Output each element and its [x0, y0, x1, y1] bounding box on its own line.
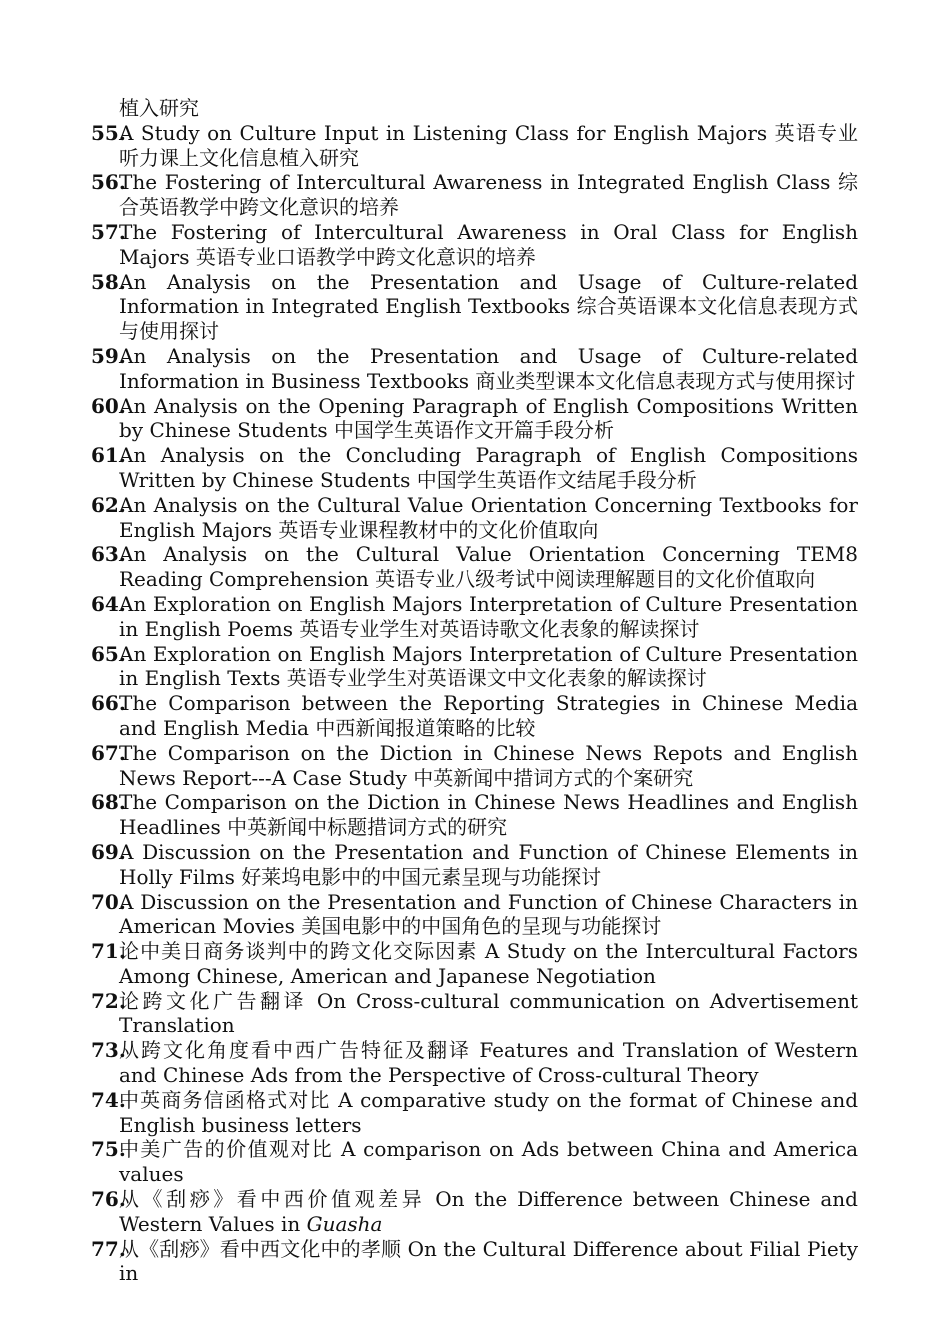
thesis-topic-list [91, 121, 858, 1286]
item-title-text: The Fostering of Intercultural Awareness in Integrated English Class 综合英语教学中跨文化意识的培养 [119, 170, 858, 220]
item-title-text: An Analysis on the Opening Paragraph of English Compositions Written by Chinese Students 中国学生英语作文开篇手段分析 [119, 393, 858, 443]
item-title [119, 170, 858, 220]
item-title [119, 344, 858, 394]
item-title-text: An Exploration on English Majors Interpretation of Culture Presentation in English Poems 英语专业学生对英语诗歌文化表象的解读探讨 [119, 591, 858, 641]
list-item [91, 790, 858, 840]
item-number: 62. [91, 492, 126, 517]
item-title-text: The Comparison on the Diction in Chinese News Repots and English News Report---A Case Study 中英新闻中措词方式的个案研究 [119, 740, 858, 790]
item-number: 68. [91, 790, 126, 815]
item-number: 70. [91, 889, 126, 914]
item-number: 69. [91, 839, 126, 864]
item-number: 77. [91, 1236, 126, 1261]
item-title-text: The Comparison on the Diction in Chinese News Headlines and English Headlines 中英新闻中标题措词方式的研究 [119, 790, 858, 840]
item-number: 63. [91, 542, 126, 567]
item-title [119, 1137, 858, 1187]
item-title [119, 1187, 858, 1237]
item-number: 73. [91, 1038, 126, 1063]
item-title-text: The Comparison between the Reporting Strategies in Chinese Media and English Media 中西新闻报道策略的比较 [119, 691, 858, 740]
item-title [119, 790, 858, 840]
item-title-text: An Analysis on the Presentation and Usage of Culture-related Information in Business Textbooks 商业类型课本文化信息表现方式与使用探讨 [119, 343, 858, 393]
list-item [91, 220, 858, 270]
item-title [119, 1088, 858, 1138]
item-title-text: A Discussion on the Presentation and Function of Chinese Characters in American Movies 美国电影中的中国角色的呈现与功能探讨 [119, 889, 858, 939]
continued-text: 植入研究 [119, 96, 199, 120]
item-title [119, 890, 858, 940]
item-number: 59. [91, 343, 126, 368]
item-title-text: An Analysis on the Concluding Paragraph of English Compositions Written by Chinese Students 中国学生英语作文结尾手段分析 [119, 443, 858, 492]
item-number: 74. [91, 1087, 126, 1112]
item-title [119, 493, 858, 543]
item-number: 67. [91, 740, 126, 765]
item-number: 64. [91, 591, 126, 616]
list-item [91, 170, 858, 220]
item-number: 57. [91, 219, 126, 244]
list-item [91, 394, 858, 444]
document-page [91, 96, 858, 1286]
list-item [91, 542, 858, 592]
list-item [91, 1187, 858, 1237]
item-number: 75. [91, 1137, 126, 1162]
item-title-text: 从《刮痧》看中西价值观差异 On the Difference between Chinese and Western Values in [119, 1187, 858, 1236]
list-item [91, 121, 858, 171]
list-item [91, 1038, 858, 1088]
item-title [119, 1237, 858, 1287]
item-title-text: An Analysis on the Presentation and Usage of Culture-related Information in Integrated English Textbooks 综合英语课本文化信息表现方式与使用探讨 [119, 269, 858, 344]
list-item [91, 1237, 858, 1287]
list-item [91, 939, 858, 989]
item-title [119, 394, 858, 444]
item-number: 58. [91, 269, 126, 294]
item-title [119, 840, 858, 890]
list-item [91, 443, 858, 493]
list-item [91, 890, 858, 940]
item-title [119, 220, 858, 270]
item-number: 76. [91, 1187, 126, 1212]
item-title [119, 989, 858, 1039]
item-title-text: An Exploration on English Majors Interpretation of Culture Presentation in English Texts 英语专业学生对英语课文中文化表象的解读探讨 [119, 641, 858, 691]
list-item [91, 1088, 858, 1138]
item-title-text: An Analysis on the Cultural Value Orientation Concerning TEM8 Reading Comprehension 英语专业八级考试中阅读理解题目的文化价值取向 [119, 542, 858, 592]
list-item [91, 270, 858, 344]
list-item [91, 840, 858, 890]
list-item [91, 989, 858, 1039]
item-title [119, 443, 858, 493]
item-number: 55. [91, 120, 126, 145]
list-item [91, 741, 858, 791]
list-item [91, 691, 858, 741]
item-number: 65. [91, 641, 126, 666]
item-title-text: A Study on Culture Input in Listening Class for English Majors 英语专业听力课上文化信息植入研究 [119, 120, 858, 170]
item-title-text: 中美广告的价值观对比 A comparison on Ads between China and America values [119, 1137, 858, 1187]
list-item [91, 1137, 858, 1187]
list-item [91, 642, 858, 692]
item-title [119, 939, 858, 989]
item-title [119, 691, 858, 741]
item-number: 71. [91, 939, 126, 964]
item-number: 72. [91, 988, 126, 1013]
item-title-text: A Discussion on the Presentation and Function of Chinese Elements in Holly Films 好莱坞电影中的中国元素呈现与功能探讨 [119, 839, 858, 889]
item-title [119, 741, 858, 791]
item-title-text: 论中美日商务谈判中的跨文化交际因素 A Study on the Intercultural Factors Among Chinese, American and Japanese Negotiation [119, 939, 858, 988]
item-number: 66. [91, 691, 126, 716]
item-title-italic: Guasha [306, 1211, 383, 1236]
item-title-text: An Analysis on the Cultural Value Orientation Concerning Textbooks for English Majors 英语专业课程教材中的文化价值取向 [119, 492, 858, 542]
item-title [119, 642, 858, 692]
list-item [91, 493, 858, 543]
item-number: 61. [91, 443, 126, 468]
list-item [91, 592, 858, 642]
item-title-text: 从《刮痧》看中西文化中的孝顺 On the Cultural Difference about Filial Piety in [119, 1236, 858, 1286]
item-number: 60. [91, 393, 126, 418]
item-title-text: 从跨文化角度看中西广告特征及翻译 Features and Translation of Western and Chinese Ads from the Perspective of Cross-cultural Theory [119, 1038, 858, 1088]
item-title [119, 270, 858, 344]
item-title [119, 592, 858, 642]
item-title [119, 542, 858, 592]
item-title-text: 中英商务信函格式对比 A comparative study on the format of Chinese and English business letters [119, 1087, 858, 1137]
item-title-text: The Fostering of Intercultural Awareness in Oral Class for English Majors 英语专业口语教学中跨文化意识的培养 [119, 219, 858, 269]
item-title-text: 论跨文化广告翻译 On Cross-cultural communication on Advertisement Translation [119, 988, 858, 1038]
item-title [119, 121, 858, 171]
list-item [91, 344, 858, 394]
item-title [119, 1038, 858, 1088]
item-number: 56. [91, 170, 126, 195]
